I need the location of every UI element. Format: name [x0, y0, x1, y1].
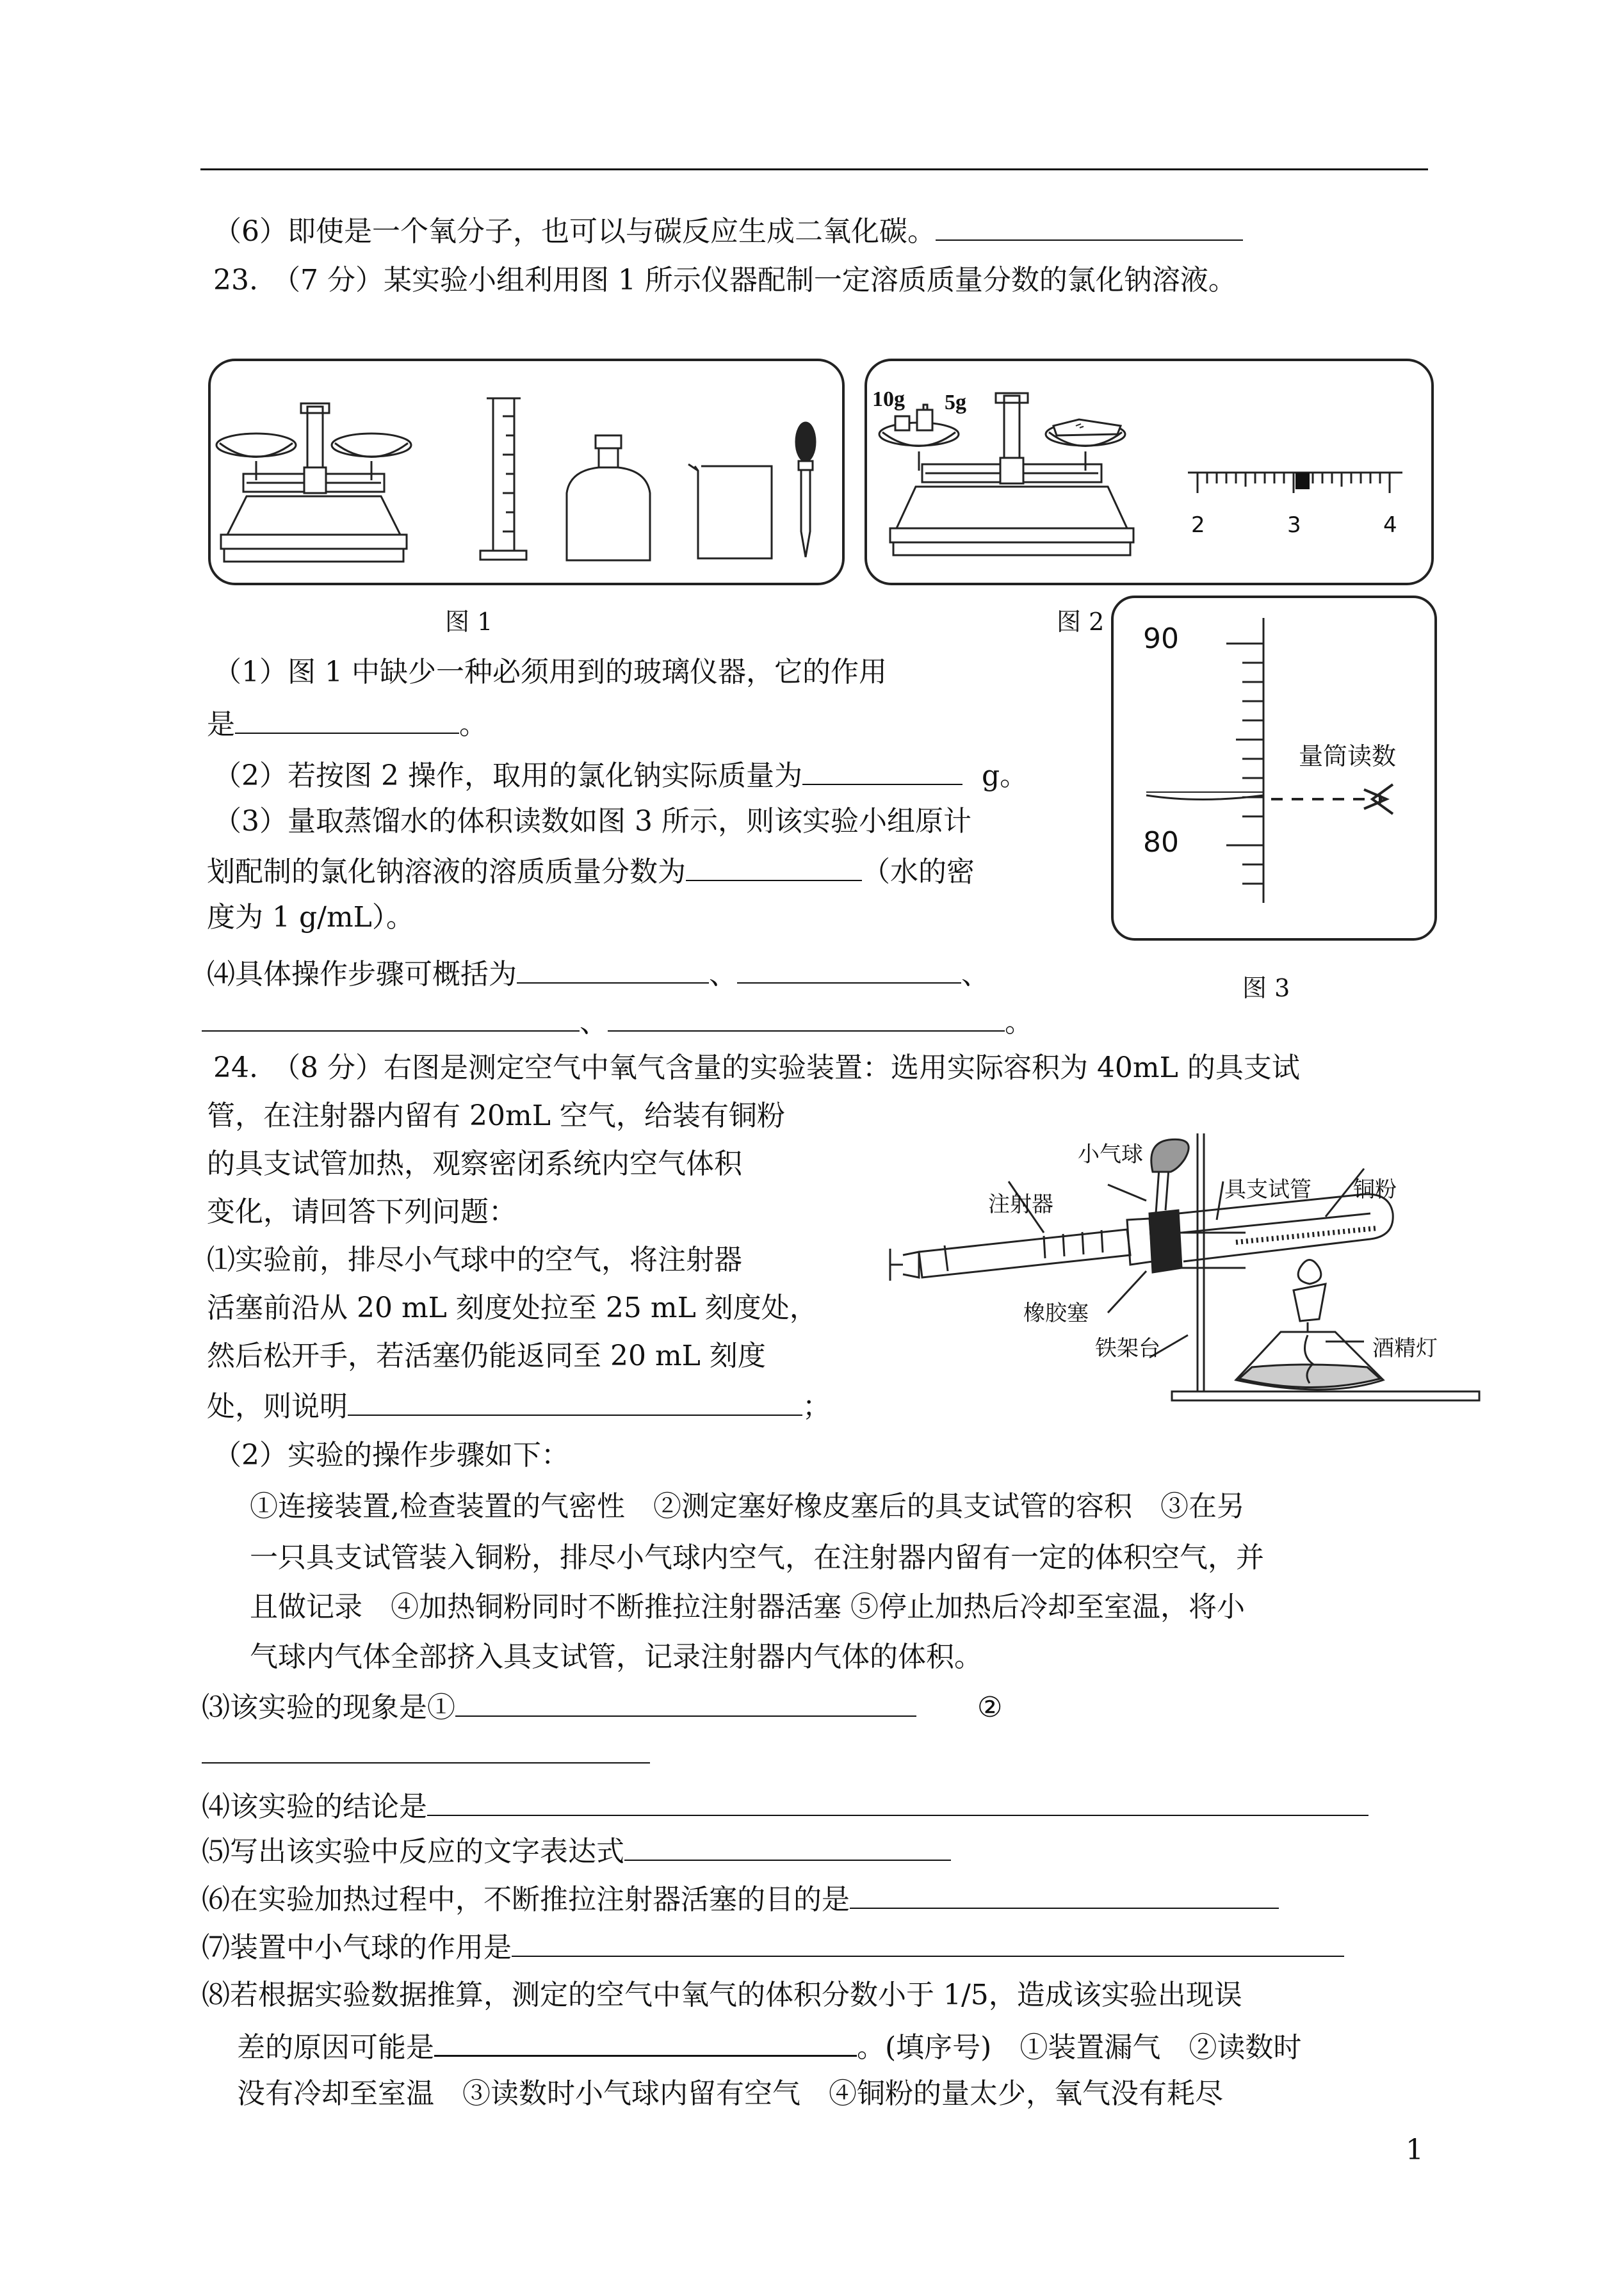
- figure-3-caption: 图 3: [1242, 974, 1290, 1002]
- answer-blank[interactable]: [737, 954, 961, 984]
- q23-p3-b: 划配制的氯化钠溶液的溶质质量分数为 （水的密: [207, 852, 975, 890]
- ruler-tick-2: 2: [1191, 512, 1205, 538]
- q24-q2-l1: ①连接装置,检查装置的气密性 ②测定塞好橡皮塞后的具支试管的容积 ③在另: [250, 1490, 1245, 1523]
- answer-blank[interactable]: [850, 1879, 1279, 1909]
- q24-q3: ⑶该实验的现象是① ②: [202, 1687, 1002, 1726]
- answer-blank[interactable]: [235, 704, 459, 734]
- q24-q2-l3: 且做记录 ④加热铜粉同时不断推拉注射器活塞 ⑤停止加热后冷却至室温，将小: [250, 1591, 1245, 1623]
- q24-q8-b: 差的原因可能是 。(填序号) ①装置漏气 ②读数时: [237, 2027, 1301, 2066]
- q24-q2-l2: 一只具支试管装入铜粉，排尽小气球内空气，在注射器内留有一定的体积空气，并: [250, 1541, 1264, 1574]
- label-lamp: 酒精灯: [1372, 1336, 1438, 1361]
- label-tube: 具支试管: [1224, 1177, 1311, 1203]
- q24-q5: ⑸写出该实验中反应的文字表达式: [202, 1831, 951, 1870]
- balance-icon: [879, 393, 1133, 555]
- answer-blank[interactable]: [427, 1787, 1368, 1816]
- reagent-bottle-icon: [567, 435, 650, 560]
- answer-blank[interactable]: [624, 1831, 951, 1861]
- answer-blank[interactable]: [202, 1762, 650, 1764]
- q24-q1-c: 然后松开手，若活塞仍能返同至 20 mL 刻度: [207, 1340, 766, 1372]
- q22-item-6-text: （6）即使是一个氧分子，也可以与碳反应生成二氧化碳。: [213, 215, 936, 248]
- q23-p3-c: 度为 1 g/mL）。: [207, 901, 414, 934]
- q24-q2-title: （2）实验的操作步骤如下：: [213, 1439, 569, 1472]
- ruler-tick-4: 4: [1383, 512, 1397, 538]
- balance-icon: [216, 403, 411, 562]
- q24-q8-c: 没有冷却至室温 ③读数时小气球内留有空气 ④铜粉的量太少，氧气没有耗尽: [237, 2077, 1223, 2110]
- answer-blank[interactable]: [936, 211, 1243, 241]
- page-number: 1: [1406, 2134, 1424, 2166]
- cylinder-mark-90: 90: [1143, 622, 1179, 655]
- q24-title: 24. （8 分）右图是测定空气中氧气含量的实验装置：选用实际容积为 40mL 的具支试: [213, 1051, 1300, 1084]
- label-balloon: 小气球: [1078, 1142, 1143, 1167]
- q23-title: 23. （7 分）某实验小组利用图 1 所示仪器配制一定溶质质量分数的氯化钠溶液。: [213, 264, 1237, 296]
- answer-blank[interactable]: [512, 1927, 1344, 1957]
- ruler-tick-3: 3: [1287, 512, 1301, 538]
- oxygen-apparatus-diagram: [877, 1124, 1441, 1412]
- beaker-icon: [688, 464, 772, 558]
- q23-p4-a: ⑷具体操作步骤可概括为 、 、: [207, 954, 989, 993]
- q23-p4-b: 、 。: [202, 1002, 1033, 1041]
- answer-blank[interactable]: [348, 1386, 802, 1416]
- answer-blank[interactable]: [517, 954, 709, 984]
- answer-blank[interactable]: [202, 1002, 580, 1032]
- rider-scale: [1188, 473, 1402, 493]
- q24-q1-b: 活塞前沿从 20 mL 刻度处拉至 25 mL 刻度处，: [207, 1292, 818, 1324]
- q24-intro-4: 变化，请回答下列问题：: [207, 1196, 517, 1228]
- figure-1-caption: 图 1: [445, 608, 493, 636]
- dropper-icon: [796, 423, 815, 557]
- cylinder-reading-label: 量筒读数: [1299, 742, 1397, 770]
- label-stand: 铁架台: [1095, 1336, 1160, 1361]
- answer-blank[interactable]: [802, 756, 962, 785]
- answer-blank[interactable]: [455, 1687, 916, 1717]
- eye-icon: [1372, 784, 1393, 814]
- label-copper: 铜粉: [1353, 1177, 1397, 1203]
- q23-p3-a: （3）量取蒸馏水的体积读数如图 3 所示，则该实验小组原计: [213, 805, 971, 838]
- q24-q1-a: ⑴实验前，排尽小气球中的空气，将注射器: [207, 1244, 742, 1276]
- weight-10g-label: 10g: [872, 387, 905, 411]
- figure-1: [208, 359, 845, 586]
- q22-item-6: [213, 211, 1243, 250]
- label-stopper: 橡胶塞: [1023, 1301, 1089, 1326]
- q23-p1-b: 是 。: [207, 704, 487, 743]
- q24-q1-d: 处，则说明 ；: [207, 1386, 831, 1425]
- answer-blank[interactable]: [608, 1002, 1005, 1032]
- q23-p2: （2）若按图 2 操作，取用的氯化钠实际质量为 g。: [213, 756, 1028, 794]
- q24-q7: ⑺装置中小气球的作用是: [202, 1927, 1344, 1966]
- q24-q4: ⑷该实验的结论是: [202, 1787, 1368, 1825]
- label-syringe: 注射器: [988, 1192, 1053, 1217]
- answer-blank[interactable]: [686, 852, 862, 881]
- q24-intro-2: 管，在注射器内留有 20mL 空气，给装有铜粉: [207, 1099, 785, 1132]
- q24-q8-a: ⑻若根据实验数据推算，测定的空气中氧气的体积分数小于 1/5，造成该实验出现误: [202, 1979, 1242, 2011]
- figure-2-caption: 图 2: [1057, 608, 1105, 636]
- rider-marker: [1295, 473, 1310, 489]
- cylinder-mark-80: 80: [1143, 826, 1179, 859]
- answer-blank[interactable]: [434, 2027, 857, 2057]
- header-rule: [200, 168, 1428, 170]
- weight-5g-label: 5g: [945, 391, 966, 414]
- q24-q6: ⑹在实验加热过程中，不断推拉注射器活塞的目的是: [202, 1879, 1279, 1918]
- q23-p1-a: （1）图 1 中缺少一种必须用到的玻璃仪器，它的作用: [213, 656, 887, 688]
- q24-intro-3: 的具支试管加热，观察密闭系统内空气体积: [207, 1148, 742, 1180]
- q24-q2-l4: 气球内气体全部挤入具支试管，记录注射器内气体的体积。: [250, 1641, 982, 1673]
- graduated-cylinder-icon: [480, 398, 526, 560]
